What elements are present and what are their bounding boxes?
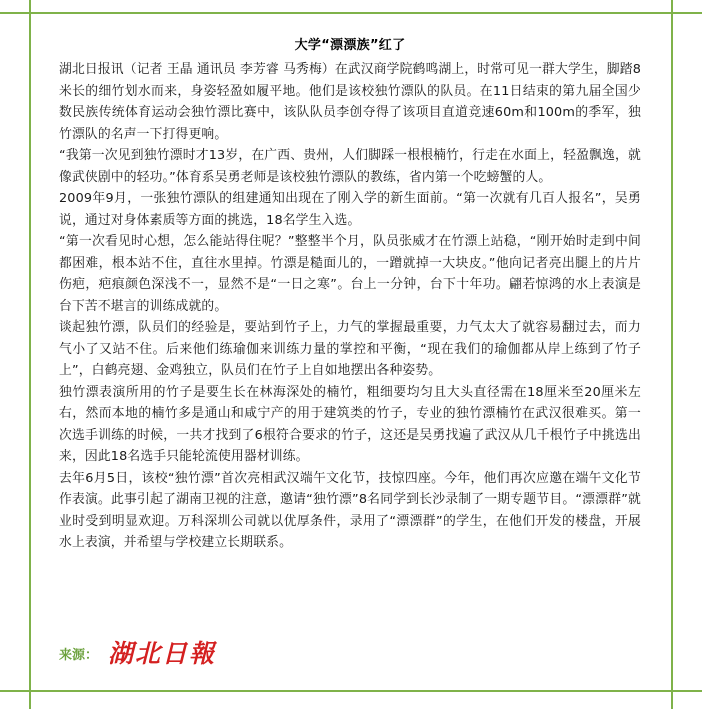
article-paragraph: 去年6月5日，该校“独竹漂”首次亮相武汉端午文化节，技惊四座。今年，他们再次应邀在端午文化节作表演。此事引起了湖南卫视的注意，邀请“独竹漂”8名同学到长沙录制了一期专题节目。“漂漂群”就业时受到明显欢迎。万科深圳公司就以优厚条件，录用了“漂漂群”的学生，在他们开发的楼盘，开展水上表演，并希望与学校建立长期联系。 (59, 470, 641, 550)
article-paragraph: 谈起独竹漂，队员们的经验是，要站到竹子上，力气的掌握最重要，力气太大了就容易翻过去，而力气小了又站不住。后来他们练瑜伽来训练力量的掌控和平衡，“现在我们的瑜伽都从岸上练到了竹子上”，白鹤亮翅、金鸡独立，队员们在竹子上自如地摆出各种姿势。 (59, 320, 641, 378)
source-label: 来源： (59, 647, 99, 663)
frame-border-right (671, 0, 673, 709)
article-paragraph: “第一次看见时心想，怎么能站得住呢？”整整半个月，队员张威才在竹漂上站稳，“刚开始时走到中间都困难，根本站不住，直往水里掉。竹漂是糙面儿的，一蹭就掉一大块皮。”他向记者亮出腿上的片片伤疤，疤痕颜色深浅不一，显然不是“一日之寒”。台上一分钟，台下十年功。翩若惊鸿的水上表演是台下苦不堪言的训练成就的。 (59, 234, 641, 314)
frame-border-top (0, 12, 702, 14)
article (59, 36, 641, 554)
hubei-daily-logo (106, 636, 226, 670)
frame-border-left (29, 0, 31, 709)
source-row (59, 636, 226, 670)
frame-border-bottom (0, 690, 702, 692)
article-paragraph: 2009年9月，一张独竹漂队的组建通知出现在了刚入学的新生面前。“第一次就有几百人报名”，吴勇说，通过对身体素质等方面的挑选，18名学生入选。 (59, 191, 641, 228)
article-paragraph: “我第一次见到独竹漂时才13岁，在广西、贵州，人们脚踩一根根楠竹，行走在水面上，轻盈飘逸，就像武侠剧中的轻功。”体育系吴勇老师是该校独竹漂队的教练，省内第一个吃螃蟹的人。 (59, 148, 641, 185)
article-paragraph: 独竹漂表演所用的竹子是要生长在林海深处的楠竹，粗细要均匀且大头直径需在18厘米至20厘米左右，然而本地的楠竹多是通山和咸宁产的用于建筑类的竹子，专业的独竹漂楠竹在武汉很难买。第一次选手训练的时候，一共才找到了6根符合要求的竹子，这还是吴勇找遍了武汉从几千根竹子中挑选出来，因此18名选手只能轮流使用器材训练。 (59, 384, 641, 464)
article-paragraph: 湖北日报讯（记者 王晶 通讯员 李芳睿 马秀梅）在武汉商学院鹤鸣湖上，时常可见一群大学生，脚踏8米长的细竹划水而来，身姿轻盈如履平地。他们是该校独竹漂队的队员。在11日结束的第九届全国少数民族传统体育运动会独竹漂比赛中，该队队员李创夺得了该项目直道竞速60m和100m的季军，独竹漂队的名声一下打得更响。 (59, 62, 641, 142)
hubei-daily-logo-text: 湖北日報 (108, 639, 217, 668)
article-body (59, 59, 641, 554)
article-title: 大学“漂漂族”红了 (294, 38, 406, 53)
